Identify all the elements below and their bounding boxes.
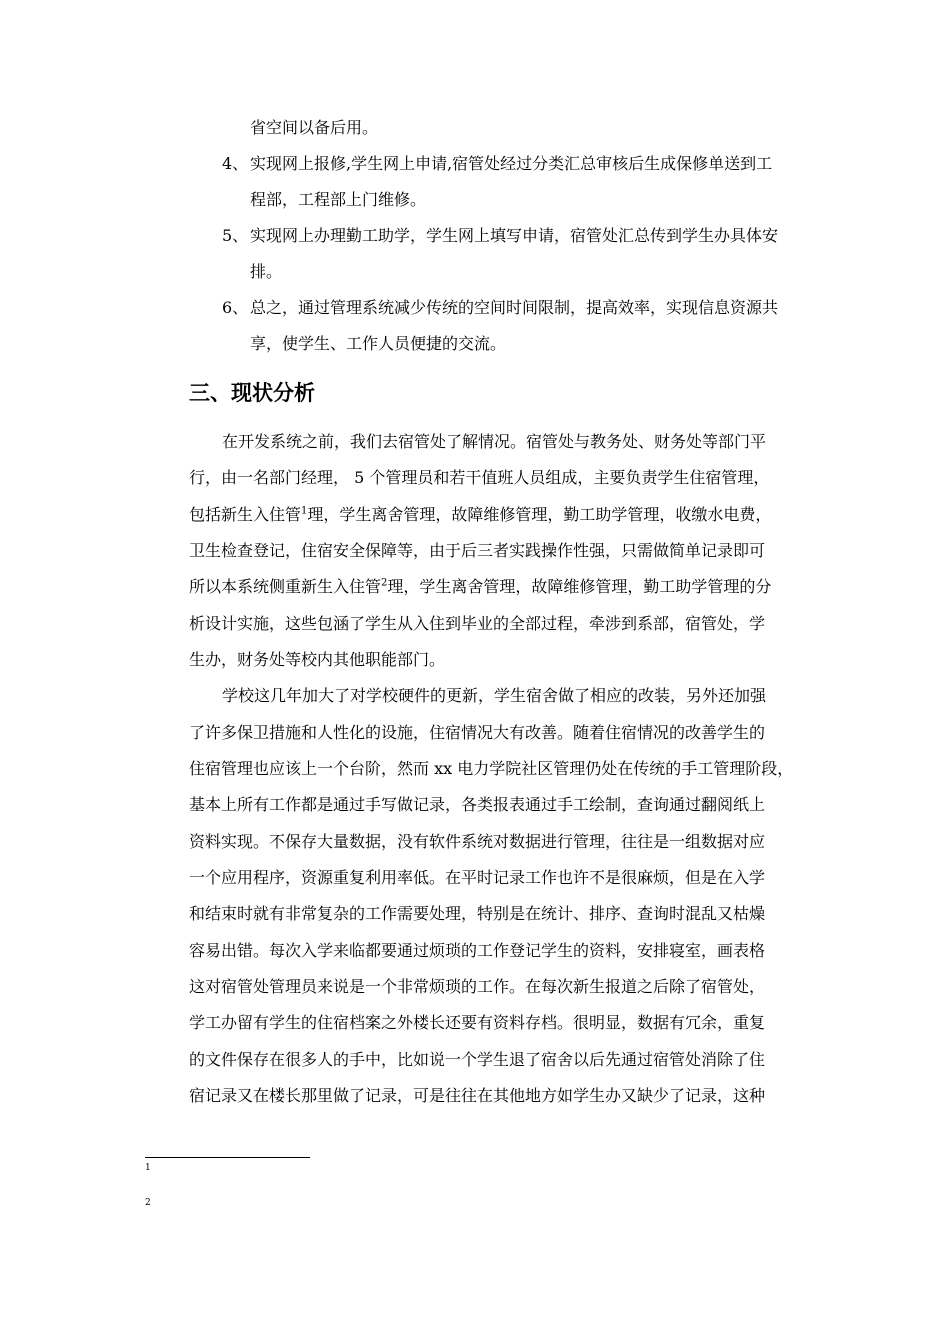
para1-line-3 bbox=[189, 505, 771, 525]
para1-line-3-text-a: 包括新生入住管 bbox=[189, 505, 302, 524]
para2-line-6: 一个应用程序，资源重复利用率低。在平时记录工作也许不是很麻烦，但是在入学 bbox=[189, 868, 766, 887]
list-number-6: 6、 bbox=[222, 298, 249, 317]
list-item-4-line-1: 实现网上报修,学生网上申请,宿管处经过分类汇总审核后生成保修单送到工 bbox=[250, 154, 773, 173]
footnote-1-mark: 1 bbox=[145, 1163, 151, 1173]
para1-line-7: 生办，财务处等校内其他职能部门。 bbox=[189, 650, 446, 669]
para1-line-3-text-b: 理，学生离舍管理，故障维修管理，勤工助学管理，收缴水电费， bbox=[307, 505, 772, 524]
list-item-6-line-1: 总之，通过管理系统减少传统的空间时间限制，提高效率，实现信息资源共 bbox=[250, 298, 779, 317]
para2-line-12: 宿记录又在楼长那里做了记录，可是往往在其他地方如学生办又缺少了记录，这种 bbox=[189, 1086, 766, 1105]
para2-line-8: 容易出错。每次入学来临都要通过烦琐的工作登记学生的资料，安排寝室，画表格 bbox=[189, 941, 766, 960]
footnote-ref-2[interactable]: 2 bbox=[381, 577, 388, 589]
list-item-4-line-2: 程部，工程部上门维修。 bbox=[250, 190, 427, 209]
para1-line-6: 析设计实施，这些包涵了学生从入住到毕业的全部过程，牵涉到系部，宿管处，学 bbox=[189, 614, 766, 633]
para2-line-11: 的文件保存在很多人的手中，比如说一个学生退了宿舍以后先通过宿管处消除了住 bbox=[189, 1050, 766, 1069]
list-item-5-line-2: 排。 bbox=[250, 262, 283, 281]
para1-line-2: 行，由一名部门经理， 5 个管理员和若干值班人员组成，主要负责学生住宿管理， bbox=[189, 468, 770, 487]
para1-line-5 bbox=[189, 577, 771, 597]
list-item-6-line-2: 享，使学生、工作人员便捷的交流。 bbox=[250, 334, 507, 353]
footnote-separator bbox=[145, 1157, 310, 1158]
para2-line-5: 资料实现。不保存大量数据，没有软件系统对数据进行管理，往往是一组数据对应 bbox=[189, 832, 766, 851]
list-item-5-line-1: 实现网上办理勤工助学，学生网上填写申请，宿管处汇总传到学生办具体安 bbox=[250, 226, 779, 245]
footnote-ref-1[interactable]: 1 bbox=[301, 505, 308, 517]
para1-line-5-text-b: 理，学生离舍管理，故障维修管理，勤工助学管理的分 bbox=[387, 577, 772, 596]
footnote-2-mark: 2 bbox=[145, 1198, 151, 1208]
para2-line-4: 基本上所有工作都是通过手写做记录，各类报表通过手工绘制，查询通过翻阅纸上 bbox=[189, 795, 766, 814]
para2-line-1: 学校这几年加大了对学校硬件的更新，学生宿舍做了相应的改装，另外还加强 bbox=[222, 686, 767, 705]
para2-line-3: 住宿管理也应该上一个台阶，然而 xx 电力学院社区管理仍处在传统的手工管理阶段， bbox=[189, 759, 794, 778]
section-heading: 三、现状分析 bbox=[189, 381, 315, 405]
list-number-5: 5、 bbox=[222, 226, 249, 245]
para1-line-5-text-a: 所以本系统侧重新生入住管 bbox=[189, 577, 382, 596]
list-number-4: 4、 bbox=[222, 154, 249, 173]
para1-line-1: 在开发系统之前，我们去宿管处了解情况。宿管处与教务处、财务处等部门平 bbox=[222, 432, 767, 451]
list-item-3-continuation: 省空间以备后用。 bbox=[250, 118, 379, 137]
para2-line-9: 这对宿管处管理员来说是一个非常烦琐的工作。在每次新生报道之后除了宿管处， bbox=[189, 977, 766, 996]
para2-line-10: 学工办留有学生的住宿档案之外楼长还要有资料存档。很明显，数据有冗余，重复 bbox=[189, 1013, 766, 1032]
para1-line-4: 卫生检查登记，住宿安全保障等，由于后三者实践操作性强，只需做简单记录即可 bbox=[189, 541, 766, 560]
para2-line-7: 和结束时就有非常复杂的工作需要处理，特别是在统计、排序、查询时混乱又枯燥 bbox=[189, 904, 766, 923]
para2-line-2: 了许多保卫措施和人性化的设施，住宿情况大有改善。随着住宿情况的改善学生的 bbox=[189, 723, 766, 742]
